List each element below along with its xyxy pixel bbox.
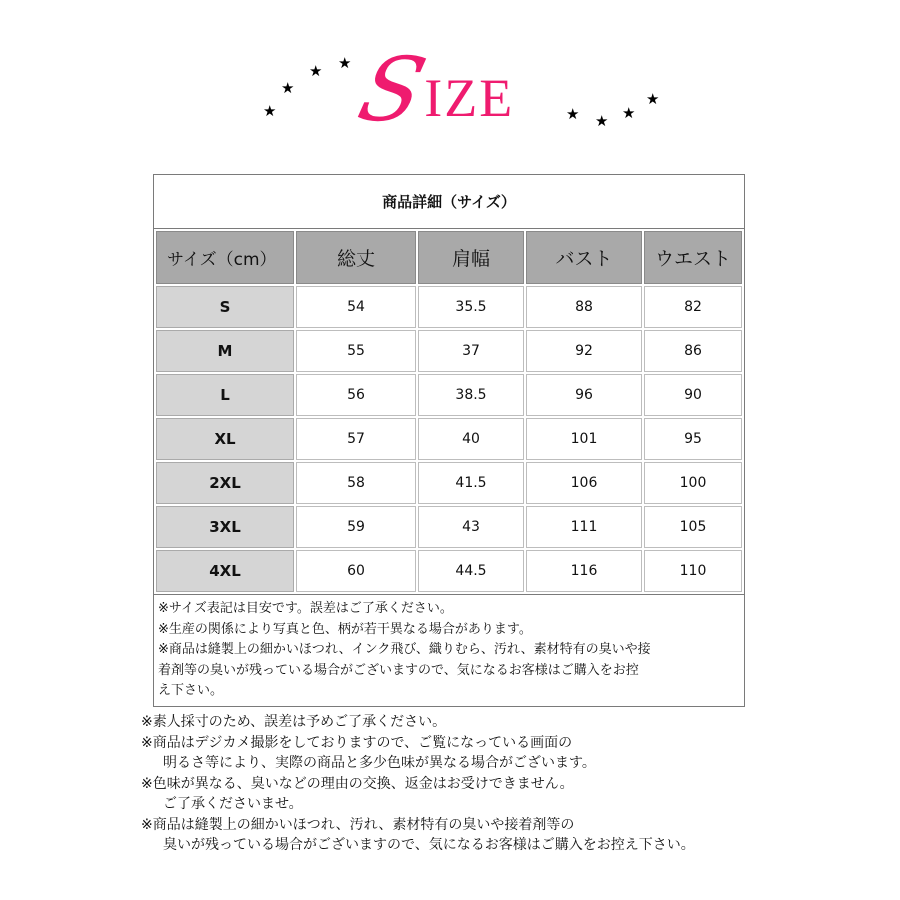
- star-icon: ★: [595, 112, 609, 130]
- table-row: [156, 330, 742, 372]
- waist-cell: 86: [644, 330, 742, 372]
- bust-cell: 96: [526, 374, 642, 416]
- waist-cell: 82: [644, 286, 742, 328]
- header-waist: ウエスト: [644, 231, 742, 284]
- note-line: え下さい。: [158, 683, 224, 698]
- note-line: ※商品は縫製上の細かいほつれ、インク飛び、織りむら、汚れ、素材特有の臭いや接: [158, 642, 651, 657]
- bust-cell: 88: [526, 286, 642, 328]
- size-title-area: [0, 0, 900, 150]
- bust-cell: 111: [526, 506, 642, 548]
- size-cell: 2XL: [156, 462, 294, 504]
- page-title: [349, 34, 515, 141]
- table-row: [156, 462, 742, 504]
- star-icon: ★: [338, 54, 352, 72]
- size-cell: XL: [156, 418, 294, 460]
- note-line: ※生産の関係により写真と色、柄が若干異なる場合があります。: [158, 621, 532, 637]
- waist-cell: 95: [644, 418, 742, 460]
- size-cell: S: [156, 286, 294, 328]
- footer-note-line: ※素人採寸のため、誤差は予めご了承ください。: [141, 714, 447, 730]
- waist-cell: 100: [644, 462, 742, 504]
- header-length: 総丈: [296, 231, 416, 284]
- header-size: サイズ（cm）: [156, 231, 294, 284]
- bust-cell: 101: [526, 418, 642, 460]
- star-icon: ★: [263, 102, 277, 120]
- shoulder-cell: 43: [418, 506, 524, 548]
- length-cell: 56: [296, 374, 416, 416]
- note-line: ※サイズ表記は目安です。誤差はご了承ください。: [158, 601, 453, 616]
- waist-cell: 90: [644, 374, 742, 416]
- title-initial: S: [349, 38, 436, 141]
- star-icon: ★: [622, 104, 636, 122]
- waist-cell: 110: [644, 550, 742, 592]
- size-table: [153, 174, 745, 707]
- star-icon: ★: [646, 90, 660, 108]
- table-row: [156, 374, 742, 416]
- shoulder-cell: 41.5: [418, 462, 524, 504]
- size-cell: M: [156, 330, 294, 372]
- length-cell: 60: [296, 550, 416, 592]
- star-icon: ★: [281, 79, 295, 97]
- footer-note-line: ※商品は縫製上の細かいほつれ、汚れ、素材特有の臭いや接着剤等の: [141, 816, 575, 833]
- bust-cell: 92: [526, 330, 642, 372]
- size-cell: 4XL: [156, 550, 294, 592]
- note-line: 着剤等の臭いが残っている場合がございますので、気になるお客様はご購入をお控: [158, 662, 639, 678]
- footer-note-line: ※商品はデジカメ撮影をしておりますので、ご覧になっている画面の: [141, 734, 573, 751]
- waist-cell: 105: [644, 506, 742, 548]
- header-shoulder: 肩幅: [418, 231, 524, 284]
- table-notes: [154, 594, 744, 706]
- bust-cell: 116: [526, 550, 642, 592]
- title-rest: IZE: [424, 68, 515, 128]
- table-row: [156, 506, 742, 548]
- shoulder-cell: 37: [418, 330, 524, 372]
- table-caption: 商品詳細（サイズ）: [154, 175, 744, 229]
- length-cell: 57: [296, 418, 416, 460]
- bust-cell: 106: [526, 462, 642, 504]
- star-icon: ★: [309, 62, 323, 80]
- table-row: [156, 550, 742, 592]
- footer-note-line: 臭いが残っている場合がございますので、気になるお客様はご購入をお控え下さい。: [163, 837, 695, 853]
- table-header-row: [156, 231, 742, 284]
- size-cell: L: [156, 374, 294, 416]
- footer-notes: [141, 712, 791, 856]
- length-cell: 55: [296, 330, 416, 372]
- size-grid: [154, 229, 744, 594]
- shoulder-cell: 40: [418, 418, 524, 460]
- table-row: [156, 418, 742, 460]
- footer-note-line: 明るさ等により、実際の商品と多少色味が異なる場合がございます。: [163, 755, 596, 771]
- shoulder-cell: 35.5: [418, 286, 524, 328]
- length-cell: 59: [296, 506, 416, 548]
- header-bust: バスト: [526, 231, 642, 284]
- length-cell: 58: [296, 462, 416, 504]
- footer-note-line: ※色味が異なる、臭いなどの理由の交換、返金はお受けできません。: [141, 775, 574, 792]
- footer-note-line: ご了承くださいませ。: [163, 796, 303, 812]
- length-cell: 54: [296, 286, 416, 328]
- shoulder-cell: 38.5: [418, 374, 524, 416]
- table-row: [156, 286, 742, 328]
- size-cell: 3XL: [156, 506, 294, 548]
- shoulder-cell: 44.5: [418, 550, 524, 592]
- star-icon: ★: [566, 105, 580, 123]
